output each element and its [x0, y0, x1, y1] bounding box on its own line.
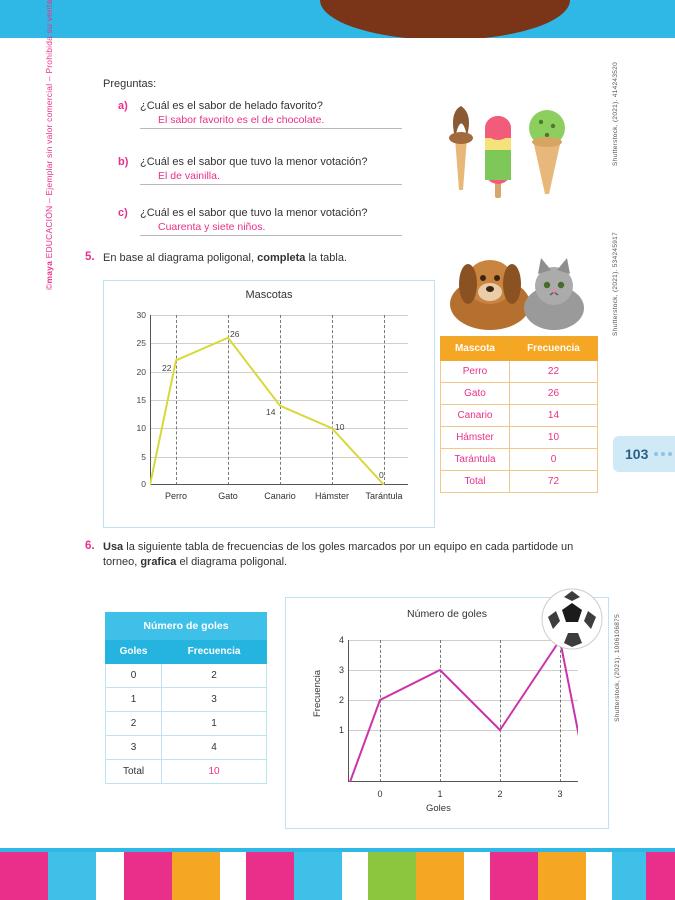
table-row: [441, 449, 598, 471]
table-goles-cell-0-0: 0: [106, 664, 162, 688]
table-row: [106, 664, 267, 688]
top-decoration-band: [0, 0, 675, 52]
exercise-5-text-bold: completa: [257, 252, 306, 264]
chart-mascotas-ytick-30: 30: [136, 310, 146, 320]
table-mascotas-cell-4-1[interactable]: 0: [509, 449, 597, 471]
table-goles-cell-1-1: 3: [162, 688, 267, 712]
exercise-6-number: 6.: [85, 540, 95, 552]
publisher-credit: [44, 0, 54, 290]
table-mascotas-cell-4-0: Tarántula: [441, 449, 510, 471]
table-mascotas-cell-2-0: Canario: [441, 405, 510, 427]
exercise-6-text: [103, 540, 583, 570]
chart-mascotas-point-label-3: 10: [335, 422, 345, 432]
credit-symbol: ©: [44, 283, 54, 290]
question-b-letter: b): [118, 156, 129, 168]
exercise-5-text-before: En base al diagrama poligonal,: [103, 252, 258, 264]
table-goles-cell-4-0: Total: [106, 760, 162, 784]
page-tab-dots: [654, 452, 672, 456]
chart-goles-plot: [338, 635, 578, 799]
question-a-letter: a): [118, 100, 128, 112]
table-row: [106, 712, 267, 736]
table-row: [106, 688, 267, 712]
table-mascotas-cell-0-1[interactable]: 22: [509, 361, 597, 383]
question-a-answer-line[interactable]: [140, 114, 402, 129]
chart-goles-xlabel: Goles: [426, 803, 451, 814]
chart-goles-ytick-2: 2: [338, 695, 344, 705]
chart-goles-xtick-2: 2: [497, 789, 503, 799]
table-goles-header-row: [106, 640, 267, 664]
question-b-text: ¿Cuál es el sabor que tuvo la menor votación?: [140, 156, 368, 168]
chart-goles-line: [348, 640, 578, 782]
question-b-answer: El de vainilla.: [158, 170, 220, 182]
table-goles-cell-3-1: 4: [162, 736, 267, 760]
page-number-tab: [613, 436, 675, 472]
chart-mascotas-xtick-tarantula: Tarántula: [365, 491, 403, 501]
question-a: [118, 100, 418, 129]
table-mascotas-cell-0-0: Perro: [441, 361, 510, 383]
chart-mascotas-ytick-10: 10: [136, 423, 146, 434]
table-goles-cell-0-1: 2: [162, 664, 267, 688]
chart-mascotas-xtick-perro: Perro: [164, 491, 187, 501]
table-mascotas-header-0: Mascota: [441, 337, 510, 361]
table-row: [106, 736, 267, 760]
chart-goles-title: Número de goles: [407, 608, 487, 620]
table-goles-cell-1-0: 1: [106, 688, 162, 712]
chart-mascotas-ytick-0: 0: [141, 479, 146, 489]
chart-goles-ytick-4: 4: [338, 635, 344, 645]
table-goles-title: Número de goles: [106, 613, 267, 640]
chart-mascotas-ytick-20: 20: [136, 366, 146, 377]
chart-goles-ylabel: Frecuencia: [312, 670, 323, 717]
table-row: [441, 405, 598, 427]
table-mascotas: [440, 336, 598, 493]
table-row: [106, 760, 267, 784]
credit-1: Shutterstock, (2021). 414243520: [612, 62, 619, 166]
exercise-5-text-after: la tabla.: [305, 252, 347, 264]
exercise-6-bold-2: grafica: [140, 556, 177, 568]
chart-mascotas-point-label-2: 14: [266, 407, 276, 417]
chart-mascotas-point-label-0: 22: [162, 363, 172, 373]
chart-goles-xtick-0: 0: [377, 789, 383, 799]
questions-heading: Preguntas:: [103, 78, 157, 90]
credit-brand: maya: [44, 260, 54, 284]
table-mascotas-header-1: Frecuencia: [509, 337, 597, 361]
table-row: [441, 361, 598, 383]
table-goles-cell-2-0: 2: [106, 712, 162, 736]
table-mascotas-cell-3-1[interactable]: 10: [509, 427, 597, 449]
table-mascotas-cell-1-1[interactable]: 26: [509, 383, 597, 405]
credit-2: Shutterstock, (2021). 534245917: [612, 232, 619, 336]
question-b-answer-line[interactable]: [140, 170, 402, 185]
exercise-6-rest-3: el diagrama poligonal.: [176, 556, 288, 568]
credit-rest: EDUCACIÓN – Ejemplar sin valor comercial – Prohibida su venta: [44, 0, 54, 261]
table-row: [441, 383, 598, 405]
bottom-decoration-bar: [0, 838, 675, 900]
chart-mascotas-ytick-15: 15: [136, 395, 146, 405]
table-goles: [105, 612, 267, 784]
table-row: [441, 471, 598, 493]
table-goles-cell-3-0: 3: [106, 736, 162, 760]
table-mascotas-cell-5-1[interactable]: 72: [509, 471, 597, 493]
exercise-5-number: 5.: [85, 251, 95, 263]
table-row: [441, 427, 598, 449]
chart-mascotas-ytick-25: 25: [136, 338, 146, 349]
ice-cream-illustration: [437, 90, 587, 200]
table-mascotas-header-row: [441, 337, 598, 361]
page-number: 103: [625, 446, 649, 462]
table-mascotas-cell-2-1[interactable]: 14: [509, 405, 597, 427]
table-mascotas-cell-1-0: Gato: [441, 383, 510, 405]
question-c-answer-line[interactable]: [140, 221, 402, 236]
chart-mascotas-point-label-4: 0: [379, 470, 384, 480]
exercise-6-bold-1: Usa: [103, 541, 124, 553]
table-mascotas-cell-5-0: Total: [441, 471, 510, 493]
chart-mascotas-xtick-canario: Canario: [264, 491, 296, 501]
chart-mascotas-xtick-gato: Gato: [218, 491, 238, 501]
table-goles-header-1: Frecuencia: [162, 640, 267, 664]
question-c-answer: Cuarenta y siete niños.: [158, 221, 266, 233]
exercise-6-rest-1: la siguiente tabla de frecuencias de los goles marcados por un equipo en cada partido: [123, 541, 546, 553]
exercise-5-text: [103, 251, 433, 266]
soccer-ball-photo: [540, 587, 606, 653]
chart-mascotas-xtick-hamster: Hámster: [314, 491, 349, 501]
chart-goles-ytick-3: 3: [338, 665, 344, 675]
table-goles-cell-2-1: 1: [162, 712, 267, 736]
table-goles-header-0: Goles: [106, 640, 162, 664]
chart-mascotas: [103, 280, 435, 528]
chart-mascotas-plot: [136, 310, 408, 501]
credit-3: Shutterstock, (2021). 1006106875: [614, 614, 621, 722]
question-c-text: ¿Cuál es el sabor que tuvo la menor votación?: [140, 207, 368, 219]
question-b: [118, 156, 418, 185]
table-goles-title-row: [106, 613, 267, 640]
chart-goles-xtick-3: 3: [557, 789, 563, 799]
top-white-strip: [0, 38, 675, 52]
chart-mascotas-line: [150, 315, 408, 485]
table-mascotas-cell-3-0: Hámster: [441, 427, 510, 449]
chart-mascotas-title: Mascotas: [245, 289, 293, 301]
question-c-letter: c): [118, 207, 128, 219]
question-c: [118, 207, 418, 236]
table-goles-cell-4-1[interactable]: 10: [162, 760, 267, 784]
chart-goles-xtick-1: 1: [437, 789, 443, 799]
pets-photo: [442, 242, 592, 330]
question-a-text: ¿Cuál es el sabor de helado favorito?: [140, 100, 323, 112]
chart-mascotas-point-label-1: 26: [230, 329, 240, 339]
chart-goles-ytick-1: 1: [338, 725, 344, 735]
exercise-6-rest-2: de un torneo,: [103, 541, 574, 568]
chart-mascotas-ytick-5: 5: [141, 451, 146, 462]
question-a-answer: El sabor favorito es el de chocolate.: [158, 114, 325, 126]
